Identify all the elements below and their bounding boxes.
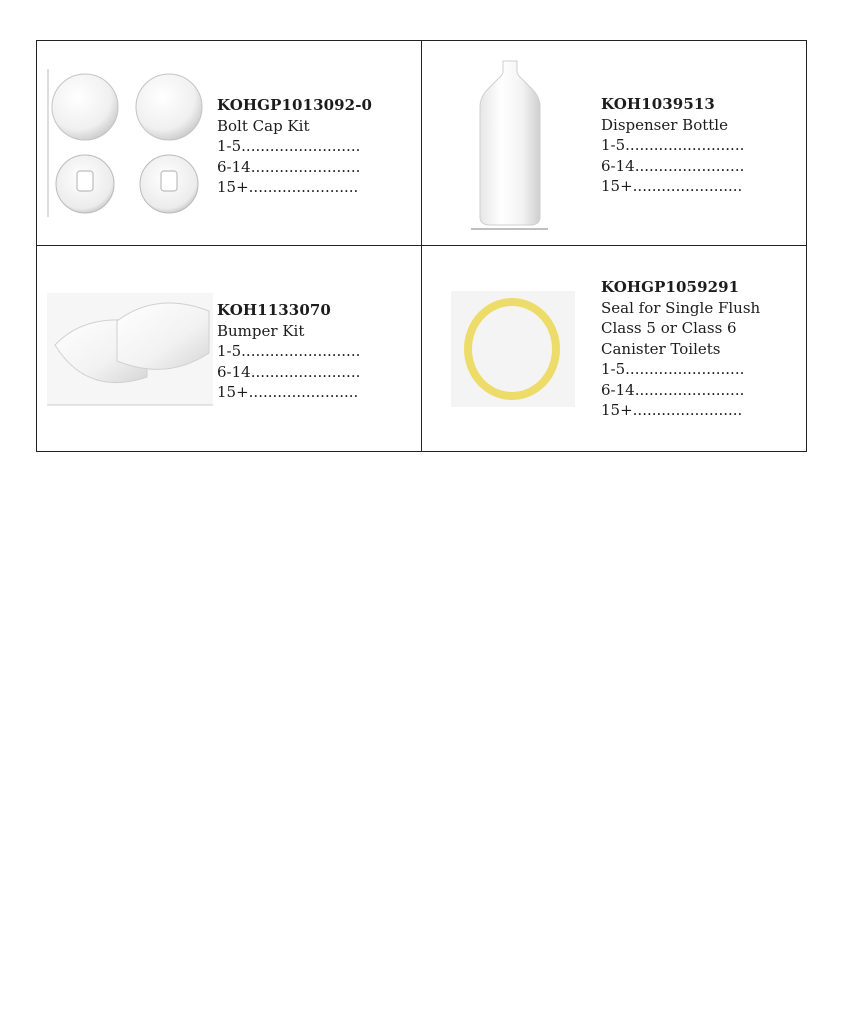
dispenser-bottle-image — [470, 59, 550, 231]
product-name-line: Seal for Single Flush — [601, 298, 761, 317]
product-name-line: Class 5 or Class 6 — [601, 319, 737, 337]
product-catalog-grid — [36, 40, 807, 452]
bumper-kit-image — [47, 293, 213, 407]
product-info — [601, 94, 744, 197]
price-tier: 6-14....................... — [217, 362, 361, 381]
product-sku: KOH1133070 — [217, 301, 331, 319]
bolt-cap-kit-image — [47, 69, 207, 219]
product-name: Bolt Cap Kit — [217, 116, 310, 135]
price-tier: 15+....................... — [601, 177, 743, 195]
price-tier: 15+....................... — [217, 383, 359, 401]
price-tier: 1-5......................... — [217, 137, 361, 155]
price-tier: 6-14....................... — [217, 157, 361, 176]
price-tier: 15+....................... — [217, 178, 359, 196]
product-info — [217, 300, 360, 403]
product-info — [601, 277, 760, 421]
seal-ring-image — [451, 291, 575, 407]
product-cell-bolt-cap-kit — [37, 41, 421, 245]
product-cell-dispenser-bottle — [422, 41, 808, 245]
product-name: Dispenser Bottle — [601, 115, 728, 134]
product-info — [217, 95, 372, 198]
product-sku: KOHGP1013092-0 — [217, 96, 373, 114]
price-tier: 6-14....................... — [601, 380, 745, 399]
price-tier: 1-5......................... — [601, 136, 745, 154]
product-name-line: Canister Toilets — [601, 339, 721, 358]
price-tier: 1-5......................... — [601, 360, 745, 378]
price-tier: 15+....................... — [601, 401, 743, 419]
product-cell-seal — [422, 246, 808, 452]
product-cell-bumper-kit — [37, 246, 421, 452]
product-sku: KOH1039513 — [601, 95, 715, 113]
product-name: Bumper Kit — [217, 321, 305, 340]
product-sku: KOHGP1059291 — [601, 278, 740, 296]
price-tier: 1-5......................... — [217, 342, 361, 360]
price-tier: 6-14....................... — [601, 156, 745, 175]
